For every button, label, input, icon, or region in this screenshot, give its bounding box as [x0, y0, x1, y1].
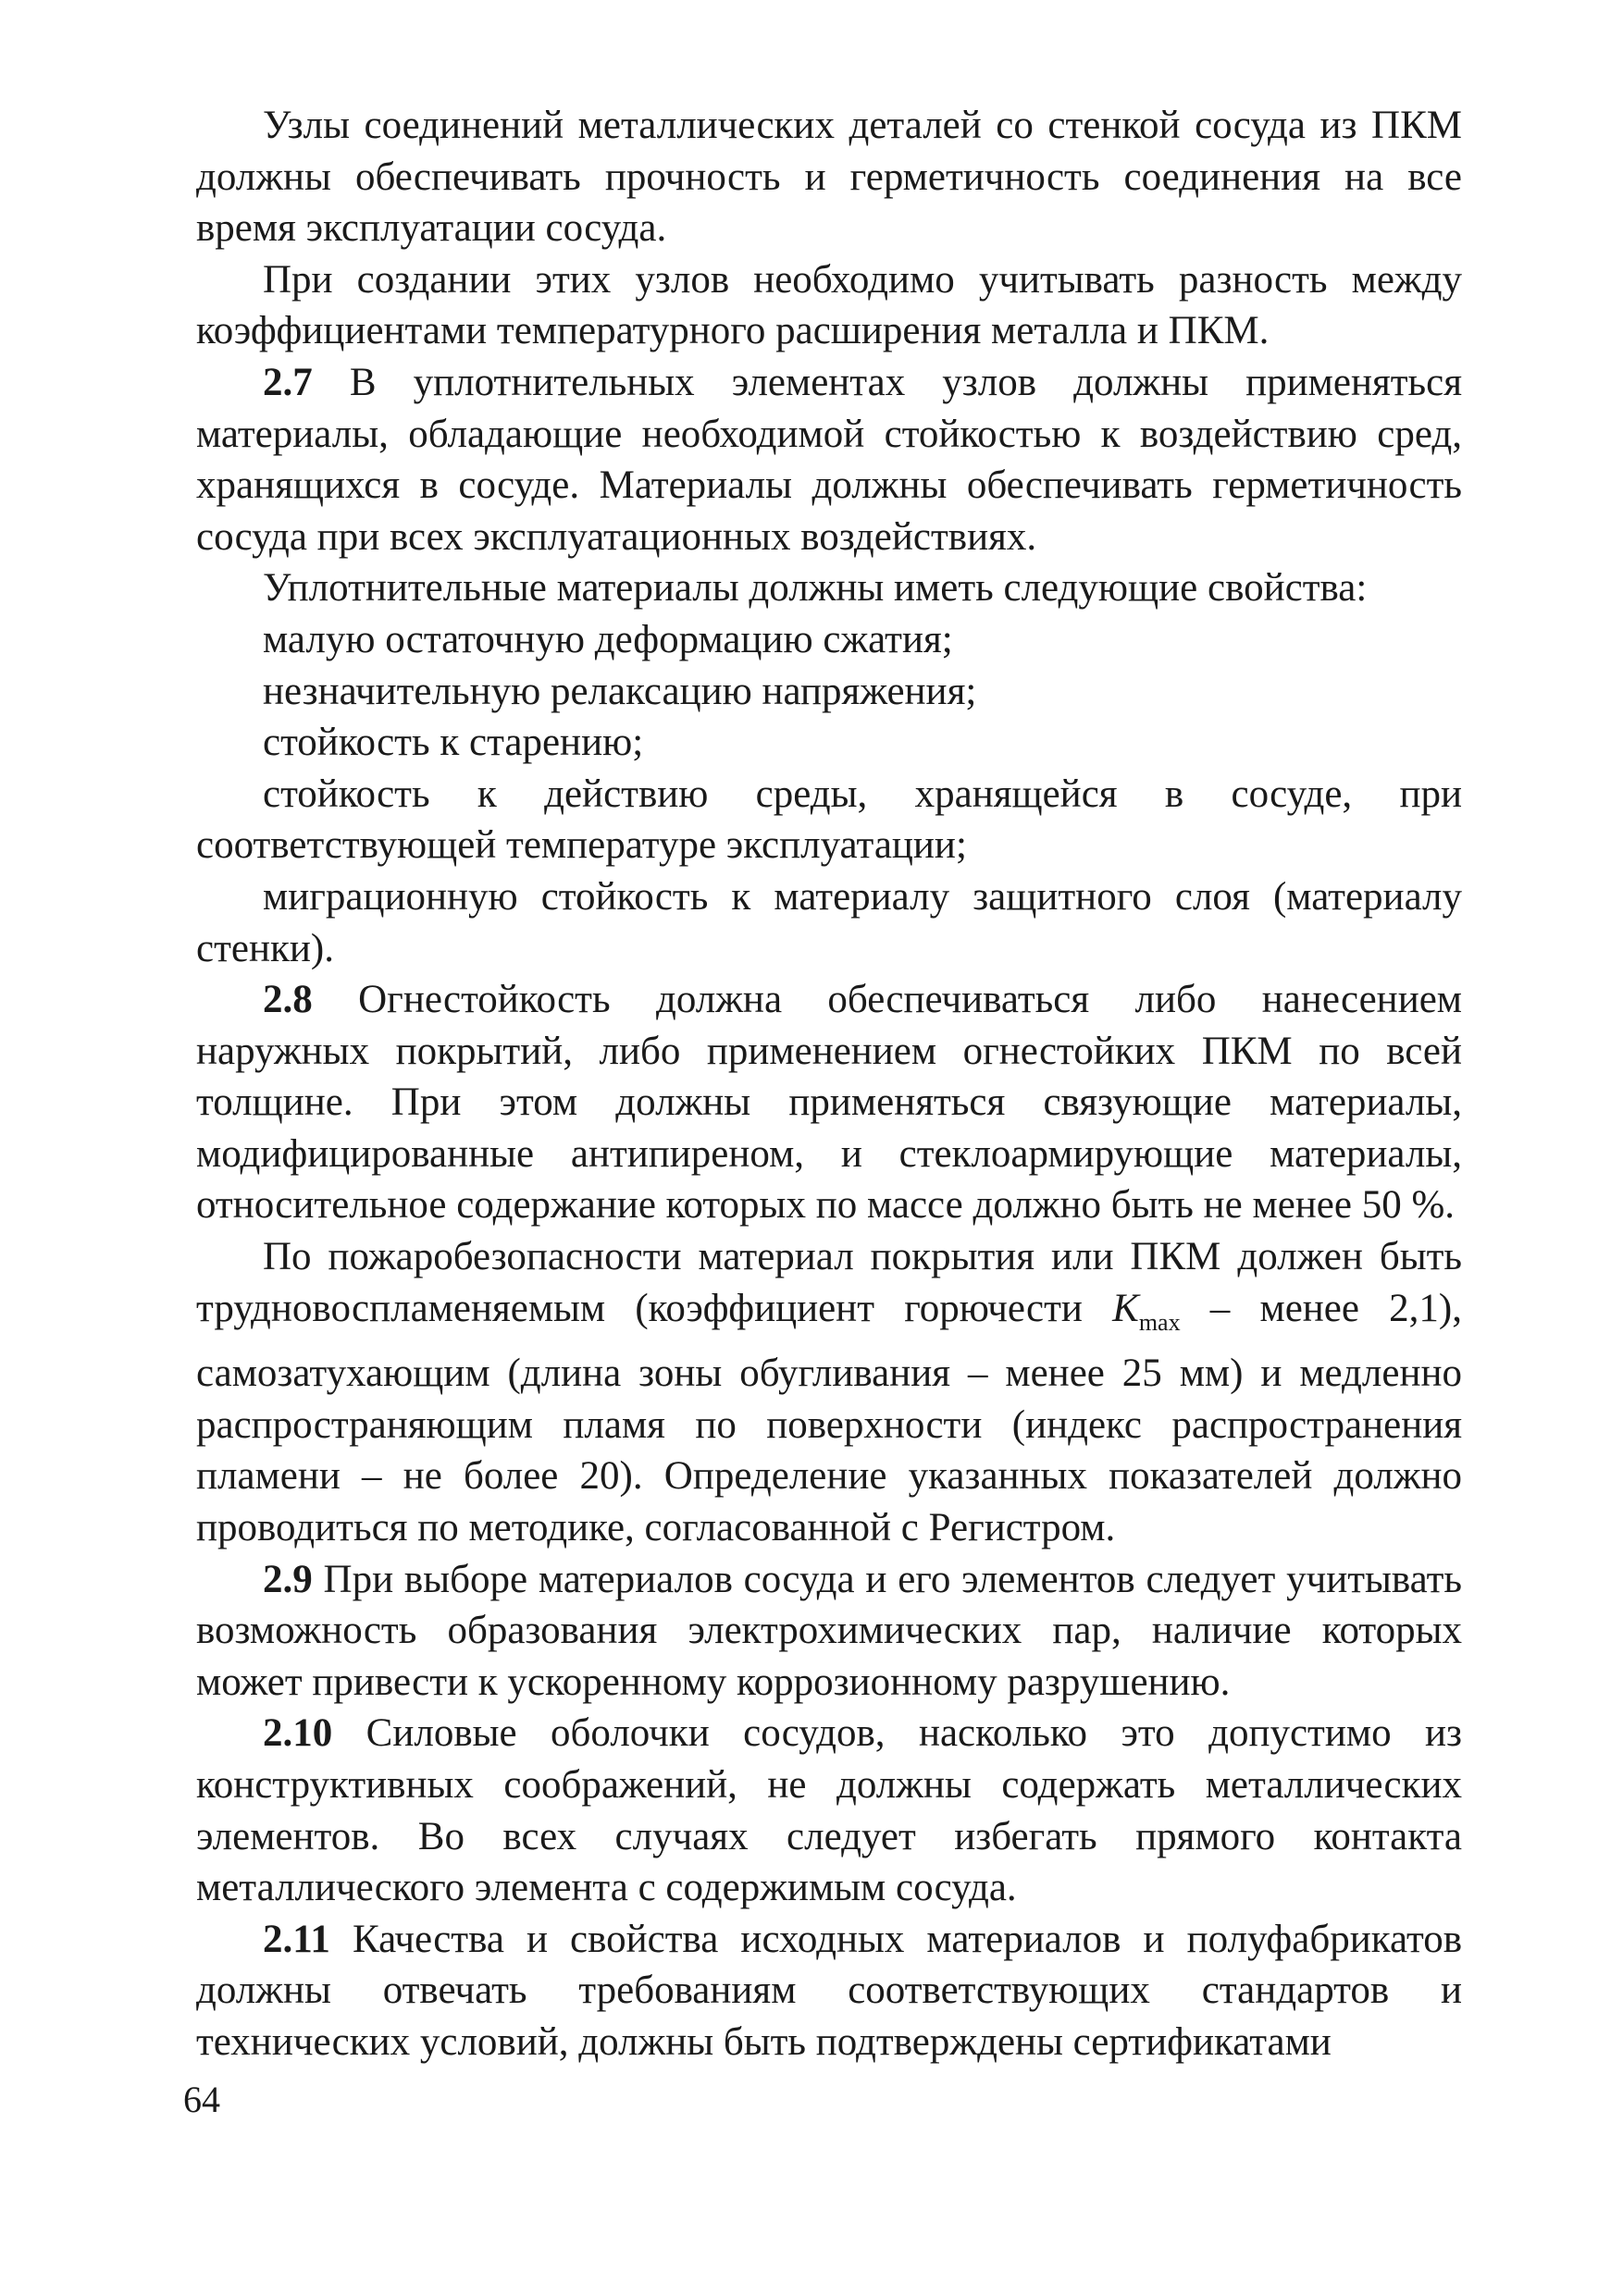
- section-number: 2.11: [263, 1917, 330, 1961]
- paragraph-text: Огнестойкость должна обеспечиваться либо нанесением наружных покрытий, либо применением огнестойких ПКМ по всей толщине. При этом должны применяться связующие материалы, модифицированные антипиреном, и стеклоармирующие материалы, относительное содержание которых по массе должно быть не менее 50 %.: [196, 978, 1462, 1228]
- list-item: незначительную релаксацию напряжения;: [263, 669, 977, 713]
- paragraph-thermal-expansion: При создании этих узлов необходимо учитывать разность между коэффициентами температурного расширения металла и ПКМ.: [196, 257, 1462, 353]
- paragraph-2-9: [196, 1554, 1462, 1709]
- list-item: стойкость к действию среды, хранящейся в сосуде, при соответствующей температуре эксплуатации;: [196, 772, 1462, 868]
- paragraph-text: Силовые оболочки сосудов, насколько это допустимо из конструктивных соображений, не должны содержать металлических элементов. Во всех случаях следует избегать прямого контакта металлического элемента с содержимым сосуда.: [196, 1711, 1462, 1910]
- paragraph-2-8: [196, 974, 1462, 1231]
- paragraph-seal-properties-intro: Уплотнительные материалы должны иметь следующие свойства:: [263, 566, 1368, 611]
- list-item: стойкость к старению;: [263, 721, 644, 765]
- body-text: [196, 100, 1462, 2068]
- coefficient-subscript: max: [1138, 1308, 1181, 1336]
- paragraph-text: В уплотнительных элементах узлов должны применяться материалы, обладающие необходимой стойкостью к воздействию сред, хранящихся в сосуде. Материалы должны обеспечивать герметичность сосуда при всех эксплуатационных воздействиях.: [196, 360, 1462, 559]
- paragraph-text: – менее 2,1), самозатухающим (длина зоны обугливания – менее 25 мм) и медленно распространяющим пламя по поверхности (индекс распространения пламени – не более 20). Определение указанных показателей должно проводиться по методике, согласованной с Регистром.: [196, 1286, 1462, 1550]
- page-number: 64: [183, 2079, 220, 2120]
- paragraph-2-11: [196, 1914, 1462, 2068]
- paragraph-text: Качества и свойства исходных материалов и полуфабрикатов должны отвечать требованиям соответствующих стандартов и технических условий, должны быть подтверждены сертификатами: [196, 1917, 1462, 2064]
- list-item: миграционную стойкость к материалу защитного слоя (материалу стенки).: [196, 874, 1462, 970]
- section-number: 2.7: [263, 360, 313, 404]
- paragraph-2-10: [196, 1708, 1462, 1913]
- list-item: малую остаточную деформацию сжатия;: [263, 617, 953, 661]
- paragraph-text: По пожаробезопасности материал покрытия или ПКМ должен быть трудновоспламеняемым (коэффициент горючести: [196, 1235, 1462, 1330]
- paragraph-fire-safety: [196, 1231, 1462, 1554]
- section-number: 2.8: [263, 978, 313, 1022]
- paragraph-text: При выборе материалов сосуда и его элементов следует учитывать возможность образования электрохимических пар, наличие которых может привести к ускоренному коррозионному разрушению.: [196, 1557, 1462, 1704]
- paragraph-2-7: [196, 357, 1462, 562]
- coefficient-symbol: K: [1112, 1286, 1139, 1330]
- section-number: 2.10: [263, 1711, 333, 1756]
- paragraph-joints: Узлы соединений металлических деталей со стенкой сосуда из ПКМ должны обеспечивать прочность и герметичность соединения на все время эксплуатации сосуда.: [196, 104, 1462, 251]
- section-number: 2.9: [263, 1557, 313, 1601]
